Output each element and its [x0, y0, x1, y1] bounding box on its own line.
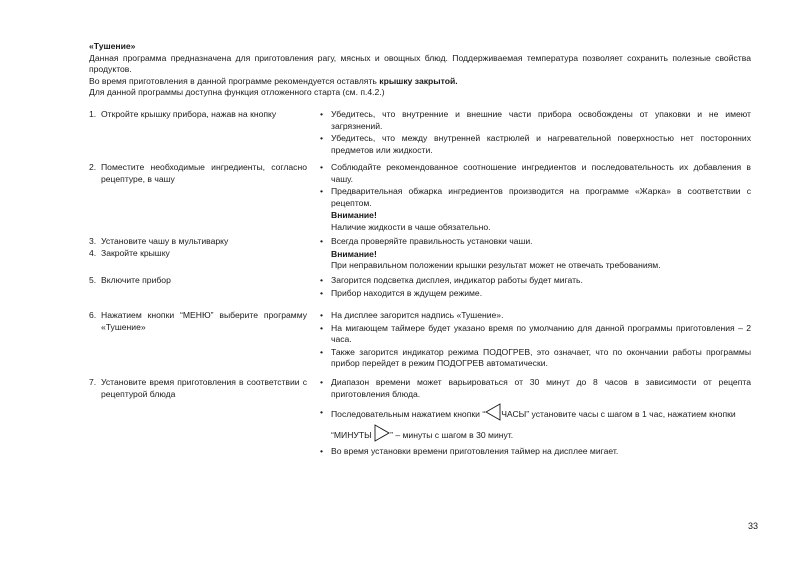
- warning-title: Внимание!: [331, 248, 377, 259]
- lid-note-bold: крышку закрытой.: [379, 75, 458, 86]
- intro-delay-note: Для данной программы доступна функция отложенного старта (см. п.4.2.): [89, 87, 385, 98]
- step-number: 1.: [89, 109, 97, 119]
- step-number: 3.: [89, 236, 97, 246]
- lid-note-text: Во время приготовления в данной программе рекомендуется оставлять: [89, 75, 380, 86]
- note-item: • Убедитесь, что между внутренней кастрюлей и нагревательной поверхностью нет посторонних предметов или жидкости.: [320, 133, 751, 156]
- step-5: [89, 275, 307, 287]
- step-number: 5.: [89, 275, 97, 285]
- page-number: 33: [748, 521, 759, 531]
- btn-text-b: ЧАСЫ” установите часы с шагом в 1 час, нажатием кнопки: [501, 409, 736, 420]
- btn-text-a: Последовательным нажатием кнопки “: [331, 409, 486, 420]
- step-text: Откройте крышку прибора, нажав на кнопку: [101, 109, 277, 119]
- note-item: • Всегда проверяйте правильность установки чаши.: [320, 236, 751, 248]
- step-text: Нажатием кнопки “МЕНЮ” выберите программу «Тушение»: [101, 310, 307, 332]
- note-item: • Убедитесь, что внутренние и внешние части прибора освобождены от упаковки и не имеют загрязнений.: [320, 109, 751, 132]
- step-7-notes: [320, 377, 751, 459]
- note-item: • Предварительная обжарка ингредиентов производится на программе «Жарка» в соответствии с рецептом.: [320, 186, 751, 209]
- step-3-notes: [320, 236, 751, 272]
- right-triangle-icon: [374, 424, 390, 442]
- step-text: Закройте крышку: [101, 247, 170, 258]
- step-2: [89, 162, 307, 185]
- note-item: • Прибор находится в ждущем режиме.: [320, 288, 751, 300]
- intro-block: [89, 41, 751, 99]
- step-3-4: [89, 236, 307, 259]
- note-item: • На дисплее загорится надпись «Тушение».: [320, 310, 751, 322]
- step-7: [89, 377, 307, 400]
- step-number: 2.: [89, 162, 97, 172]
- step-text: Установите чашу в мультиварку: [101, 236, 229, 246]
- note-item: • Во время установки времени приготовления таймер на дисплее мигает.: [320, 446, 751, 458]
- step-1-notes: [320, 109, 751, 157]
- warning-text: Наличие жидкости в чаше обязательно.: [331, 221, 491, 232]
- program-title: «Тушение»: [89, 41, 136, 51]
- warning-title: Внимание!: [331, 210, 377, 221]
- note-item: • Диапазон времени может варьироваться от 30 минут до 8 часов в зависимости от рецепта приготовления блюда.: [320, 377, 751, 400]
- step-6-notes: [320, 310, 751, 371]
- note-item: • Также загорится индикатор режима ПОДОГРЕВ, это означает, что по окончании работы программы прибор перейдет в режим ПОДОГРЕВ автоматически.: [320, 347, 751, 370]
- step-5-notes: [320, 275, 751, 300]
- btn-text-d: ” – минуты с шагом в 30 минут.: [390, 430, 514, 441]
- step-number: 6.: [89, 310, 97, 320]
- left-triangle-icon: [485, 403, 501, 421]
- note-item: • Загорится подсветка дисплея, индикатор работы будет мигать.: [320, 275, 751, 287]
- intro-lid-note: [89, 76, 751, 88]
- note-item: • На мигающем таймере будет указано время по умолчанию для данной программы приготовления – 2 часа.: [320, 323, 751, 346]
- step-number: 7.: [89, 377, 97, 387]
- intro-description: Данная программа предназначена для приготовления рагу, мясных и овощных блюд. Поддерживаемая температура позволяет сохранить полезные свойства продуктов.: [89, 52, 751, 75]
- btn-text-c: “МИНУТЫ: [331, 430, 375, 441]
- note-item: • Соблюдайте рекомендованное соотношение ингредиентов и последовательность их добавления в чашу.: [320, 162, 751, 185]
- step-text: Поместите необходимые ингредиенты, согласно рецептуре, в чашу: [101, 162, 307, 184]
- step-text: Установите время приготовления в соответствии с рецептурой блюда: [101, 377, 307, 399]
- step-2-notes: [320, 162, 751, 234]
- step-6: [89, 310, 307, 333]
- step-1: [89, 109, 307, 121]
- note-item-buttons: [320, 403, 751, 445]
- step-text: Включите прибор: [101, 275, 171, 285]
- warning-text: При неправильном положении крышки результат может не отвечать требованиям.: [331, 260, 661, 271]
- step-number: 4.: [89, 247, 97, 258]
